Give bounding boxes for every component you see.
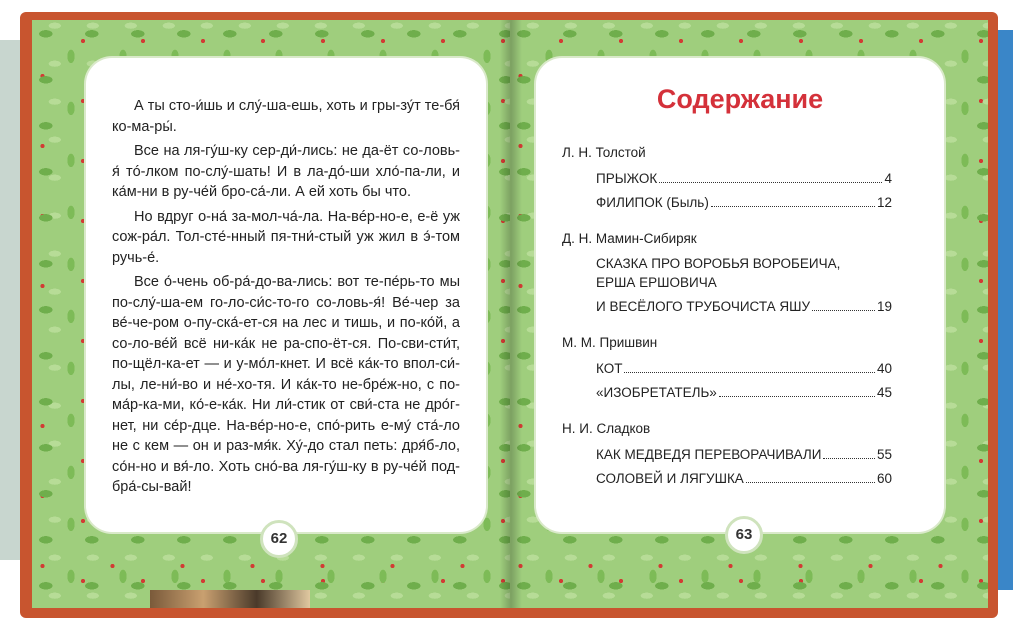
- toc-entry-title: ФИЛИПОК (Быль): [596, 195, 709, 210]
- toc-entry-line: СКАЗКА ПРО ВОРОБЬЯ ВОРОБЕИЧА,: [596, 256, 841, 271]
- story-paragraph-3: Но вдруг о-на́ за-мол-ча́-ла. На-вéр-но-е, е-ё уж сож-ра́л. Тол-сте́-нный пя-тни́-стый уж жил в э́-том ручь-е́.: [112, 208, 460, 266]
- toc-entry-title: «ИЗОБРЕТАТЕЛЬ»: [596, 385, 717, 400]
- toc-entry-title: СОЛОВЕЙ И ЛЯГУШКА: [596, 471, 744, 486]
- table-of-contents: [562, 142, 892, 488]
- story-text: [112, 96, 460, 502]
- toc-author: Н. И. Сладков: [562, 421, 651, 436]
- toc-entry: [596, 354, 892, 378]
- book-spine: [500, 20, 522, 608]
- toc-dot-leader: [659, 182, 882, 183]
- story-paragraph-2: Все на ля-гу́ш-ку сер-ди́-лись: не да-ёт со-ловь-я́ тó-лком по-слу́-шать! И в ла-до́-ши хло́-па-ли, и ка́м-ни в ру-че́й бро-са́-ли. А ей хоть бы что.: [112, 143, 460, 200]
- toc-entry: [596, 164, 892, 188]
- contents-title: Содержание: [656, 84, 824, 114]
- toc-entry-page: 40: [876, 361, 892, 376]
- toc-author: Л. Н. Толстой: [562, 145, 646, 160]
- toc-dot-leader: [624, 372, 875, 373]
- toc-entry-page: 55: [876, 447, 892, 462]
- toc-dot-leader: [746, 482, 875, 483]
- toc-entry: [596, 440, 892, 464]
- page-number-right: 63: [725, 516, 763, 554]
- story-paragraph-4: Все о́-чень об-ра́-до-ва-лись: вот те-пе́рь-то мы по-слу́-ша-ем го-ло-си́с-то-го со-ловь-я́! Ве́-чер за ве́-че-ром о-пу-ска́-ет-ся на лес и тишь, и по-ко́й, а со-ло-ве́й всё ни-ка́к не ра-спо-ёт-ся. По-сви-сти́т, по-щёл-ка-ет — и у-мо́л-кнет. И всё ка́к-то впол-си́-лы, ле-ни́-во и не́-хо-тя. И ка́к-то не-бре́ж-но, с по-ма́р-ка-ми, ко́-е-ка́к. Ни ли́-стик от сви́-ста не дро́г-нет, ни се́р-дце. На-ве́р-но-е, спо́-рить е-му́ ста́-ло не с кем — он и раз-мя́к. Ху́-до стал петь: дря́б-ло, со́н-но и вя́-ло. Хоть сно́-ва ля-гу́ш-ку в ру-че́й под-бра́-сы-вай!: [112, 274, 460, 495]
- background-left-strip: [0, 40, 22, 560]
- toc-dot-leader: [719, 396, 875, 397]
- toc-entry-line: ЕРША ЕРШОВИЧА: [596, 275, 717, 290]
- toc-entry: [596, 188, 892, 212]
- toc-entry-page: 19: [876, 299, 892, 314]
- toc-dot-leader: [711, 206, 875, 207]
- toc-entry-title: КАК МЕДВЕДЯ ПЕРЕВОРАЧИВАЛИ: [596, 447, 822, 462]
- toc-entry: [596, 378, 892, 402]
- toc-entry-page: 4: [884, 171, 892, 186]
- toc-entry-title: ПРЫЖОК: [596, 171, 658, 186]
- story-paragraph-1: А ты сто-и́шь и слу́-ша-ешь, хоть и гры-зу́т те-бя́ ко-ма-ры́.: [112, 98, 460, 135]
- toc-author: М. М. Пришвин: [562, 335, 658, 350]
- toc-entry: [596, 464, 892, 488]
- bottom-photo-strip: [150, 590, 310, 608]
- toc-entry: [596, 292, 892, 316]
- toc-dot-leader: [823, 458, 874, 459]
- toc-entry-page: 60: [876, 471, 892, 486]
- toc-entry-title: КОТ: [596, 361, 623, 376]
- toc-entry-page: 45: [876, 385, 892, 400]
- toc-author: Д. Н. Мамин-Сибиряк: [562, 231, 697, 246]
- toc-entry-page: 12: [876, 195, 892, 210]
- toc-dot-leader: [812, 310, 875, 311]
- page-number-left: 62: [260, 520, 298, 558]
- toc-entry-title: И ВЕСЁЛОГО ТРУБОЧИСТА ЯШУ: [596, 299, 811, 314]
